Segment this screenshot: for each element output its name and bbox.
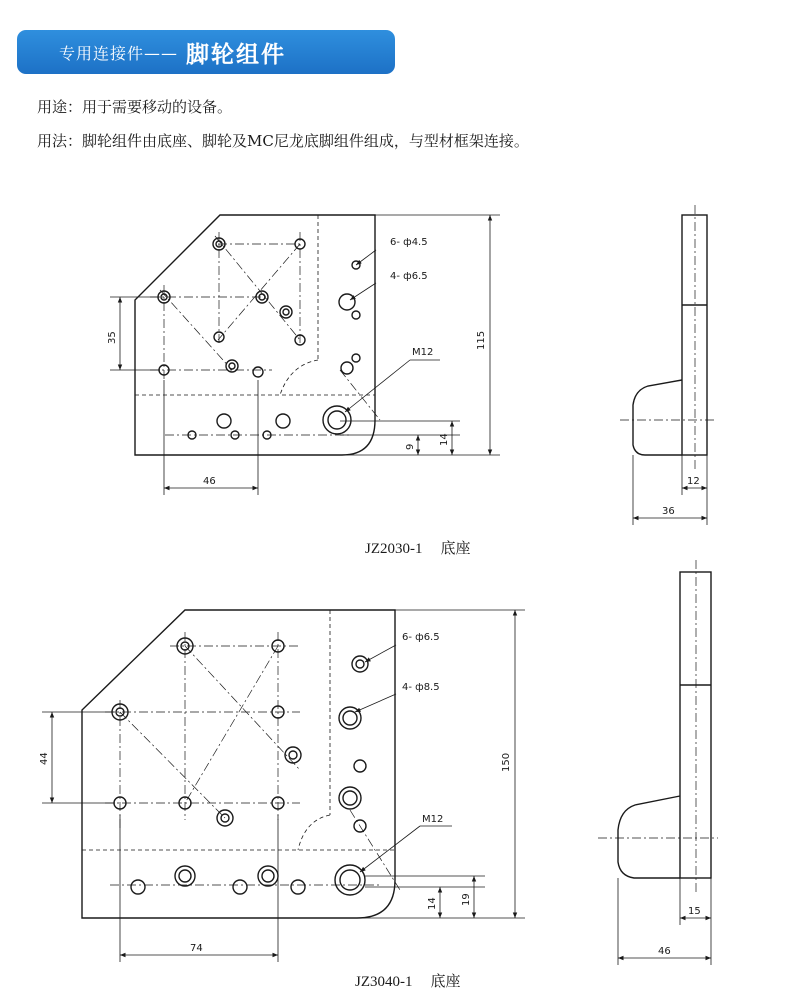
d1-holes-small: 6- ф4.5 (390, 237, 428, 248)
d1-dim-bottom: 46 (203, 476, 216, 487)
drawing1-plan-view (110, 215, 500, 495)
d2-dim-left: 44 (39, 752, 50, 765)
drawing1-side-view (620, 205, 715, 525)
usage-text: 用途：用于需要移动的设备。 (37, 98, 233, 116)
drawing1-caption (365, 537, 471, 558)
d1-dim-left: 35 (107, 331, 118, 344)
d2-side-15: 15 (688, 906, 701, 917)
drawing2-side-view (598, 560, 718, 965)
drawing2-caption (355, 970, 461, 991)
d1-side-12: 12 (687, 476, 700, 487)
d2-holes-large: 4- ф8.5 (402, 682, 440, 693)
banner-category: 专用连接件—— (59, 43, 179, 63)
d2-dim-bottom: 74 (190, 943, 203, 954)
d2-holes-small: 6- ф6.5 (402, 632, 440, 643)
drawing2-labels (39, 632, 701, 957)
d1-dim-9: 9 (405, 443, 416, 450)
banner-title: 脚轮组件 (186, 41, 287, 68)
d1-dim-height: 115 (476, 330, 487, 350)
d2-dim-19: 19 (461, 893, 472, 906)
drawing1-name: 底座 (440, 541, 471, 557)
d2-thread: M12 (422, 814, 444, 825)
d1-dim-14: 14 (439, 433, 450, 446)
d2-dim-height: 150 (501, 752, 512, 772)
drawing2-plan-view (42, 610, 525, 962)
method-text: 用法：脚轮组件由底座、脚轮及MC尼龙底脚组件组成，与型材框架连接。 (37, 132, 529, 150)
d1-side-36: 36 (662, 506, 675, 517)
d1-holes-large: 4- ф6.5 (390, 271, 428, 282)
drawing1-labels (107, 237, 700, 517)
d2-side-46: 46 (658, 946, 671, 957)
drawing1-holes (158, 238, 360, 439)
drawing2-name: 底座 (430, 974, 461, 990)
drawing2-code: JZ3040-1 (355, 974, 413, 990)
drawing1-code: JZ2030-1 (365, 541, 423, 557)
d2-dim-14: 14 (427, 897, 438, 910)
d1-thread: M12 (412, 347, 434, 358)
